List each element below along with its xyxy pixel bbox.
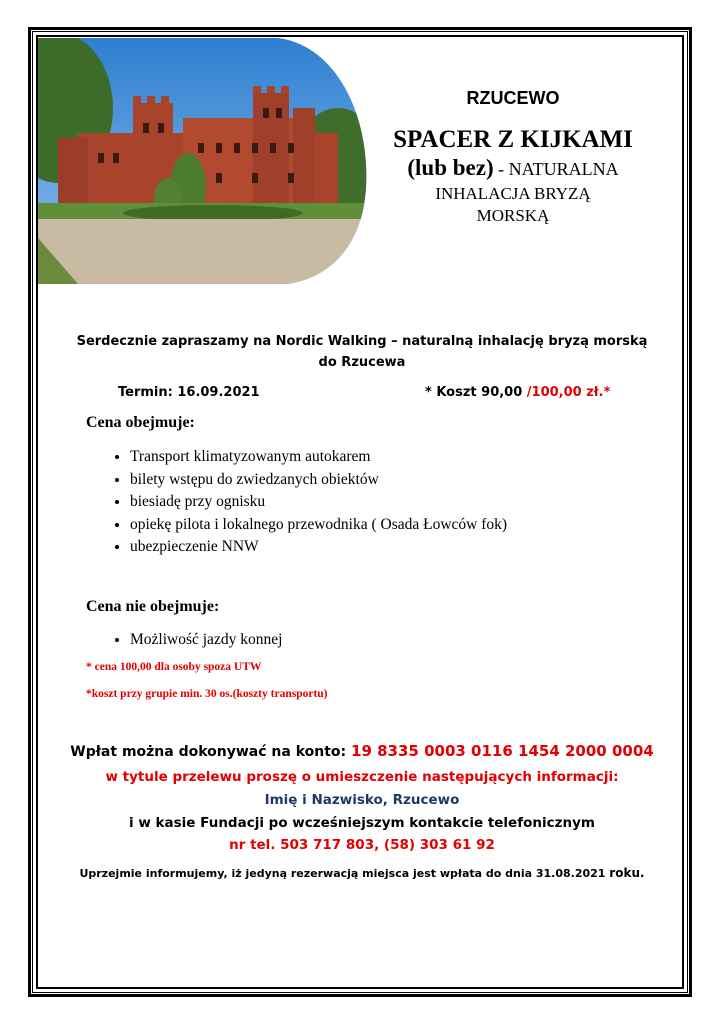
bank-account: 19 8335 0003 0116 1454 2000 0004 <box>351 742 654 760</box>
invitation-line-2: do Rzucewa <box>318 355 406 370</box>
payment-prefix: Wpłat można dokonywać na konto: <box>70 744 352 760</box>
cost-base: * Koszt 90,00 <box>425 385 527 400</box>
place-name: RZUCEWO <box>466 88 560 108</box>
includes-list <box>86 446 507 559</box>
phone-numbers: nr tel. 503 717 803, (58) 303 61 92 <box>229 837 495 853</box>
event-cost <box>425 385 610 400</box>
reservation-notice <box>60 866 664 880</box>
invitation-text <box>70 331 654 373</box>
list-item: • ubezpieczenie NNW <box>130 536 507 559</box>
subtitle-line-4: MORSKĄ <box>476 206 550 225</box>
list-item: • Możliwość jazdy konnej <box>130 629 282 652</box>
castle-photo <box>38 38 368 284</box>
list-item: • opiekę pilota i lokalnego przewodnika ( Osada Łowców fok) <box>130 514 507 537</box>
reservation-text: Uprzejmie informujemy, iż jedyną rezerwacją miejsca jest wpłata do dnia 31.08.2021 <box>79 867 610 880</box>
list-item: • biesiadę przy ognisku <box>130 491 507 514</box>
event-title: SPACER Z KIJKAMI <box>393 126 633 153</box>
event-date: Termin: 16.09.2021 <box>118 385 260 400</box>
note-group-minimum: *koszt przy grupie min. 30 os.(koszty transportu) <box>86 688 328 700</box>
note-non-member-price: * cena 100,00 dla osoby spoza UTW <box>86 661 262 673</box>
list-item: • Transport klimatyzowanym autokarem <box>130 446 507 469</box>
subtitle-rest: - NATURALNA <box>493 159 619 179</box>
invitation-line-1: Serdecznie zapraszamy na Nordic Walking – naturalną inhalację bryzą morską <box>76 334 648 349</box>
payment-line-2: w tytule przelewu proszę o umieszczenie następujących informacji: <box>105 769 619 785</box>
event-subtitle-line <box>368 154 658 183</box>
subtitle-line-3: INHALACJA BRYZĄ <box>435 184 591 203</box>
payment-line-1 <box>60 742 664 760</box>
includes-heading: Cena obejmuje: <box>86 414 195 431</box>
payment-line-3: Imię i Nazwisko, Rzucewo <box>264 792 460 808</box>
excludes-list <box>86 629 282 652</box>
subtitle-bold: (lub bez) <box>407 155 494 180</box>
payment-line-4: i w kasie Fundacji po wcześniejszym kontakcie telefonicznym <box>129 815 595 831</box>
list-item: • bilety wstępu do zwiedzanych obiektów <box>130 469 507 492</box>
excludes-heading: Cena nie obejmuje: <box>86 598 220 615</box>
reservation-suffix: roku. <box>609 866 645 880</box>
cost-alt: /100,00 zł.* <box>526 385 611 400</box>
